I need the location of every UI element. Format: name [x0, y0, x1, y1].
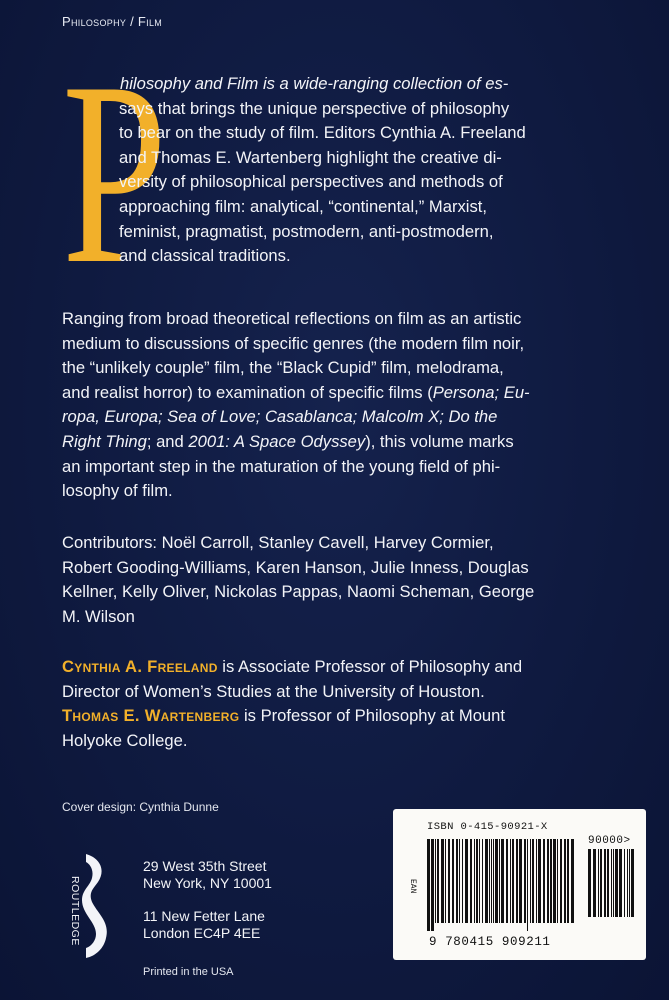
contributors-paragraph [62, 531, 642, 629]
editor-bio: is Associate Professor of Philosophy and [217, 657, 523, 676]
routledge-logo-icon [62, 852, 122, 962]
intro-line: and classical traditions. [119, 246, 291, 266]
contributors-line: Kellner, Kelly Oliver, Nickolas Pappas, Naomi Scheman, George [62, 582, 535, 602]
routledge-logo [62, 852, 122, 962]
barcode-digits: 9 780415 909211 [429, 935, 551, 949]
intro-line [120, 72, 639, 97]
film-title: 2001: A Space Odyssey [188, 431, 366, 451]
scope-line: Ranging from broad theoretical reflections on film as an artistic [62, 309, 522, 328]
ean-label: EAN [408, 879, 417, 894]
intro-line: says that brings the unique perspective of philosophy [119, 98, 510, 118]
intro-line-text: hilosophy and Film is a wide-ranging collection of es- [120, 74, 509, 93]
editor-line: Holyoke College. [62, 730, 188, 750]
editor-name: Cynthia A. Freeland [62, 657, 218, 676]
contributors-line: Robert Gooding-Williams, Karen Hanson, Julie Inness, Douglas [62, 557, 529, 577]
drop-cap-letter: P [62, 28, 167, 318]
addon-code: 90000> [588, 835, 631, 847]
address-line: 11 New Fetter Lane [143, 908, 265, 924]
intro-line: to bear on the study of film. Editors Cynthia A. Freeland [119, 123, 526, 143]
film-title: Right Thing [62, 431, 147, 451]
ean-barcode [427, 839, 577, 931]
intro-line: versity of philosophical perspectives and methods of [119, 172, 503, 192]
editor-line [62, 655, 642, 680]
contributors-line: M. Wilson [62, 606, 135, 626]
intro-line: approaching film: analytical, “continental,” Marxist, [119, 196, 487, 216]
editor-line [62, 704, 642, 729]
scope-text: ; and [146, 431, 189, 451]
film-title: Persona; Eu- [432, 382, 530, 402]
category-label: Philosophy / Film [62, 14, 163, 29]
cover-design-credit: Cover design: Cynthia Dunne [62, 800, 219, 814]
editor-name: Thomas E. Wartenberg [62, 706, 240, 726]
scope-line [62, 381, 642, 406]
scope-text: and realist horror) to examination of specific films ( [62, 382, 433, 402]
logo-wordmark: ROUTLEDGE [69, 876, 81, 946]
printed-in-label: Printed in the USA [143, 966, 234, 978]
scope-line: ropa, Europa; Sea of Love; Casablanca; Malcolm X; Do the [62, 407, 498, 427]
scope-text: ), this volume marks [365, 431, 514, 451]
intro-line: feminist, pragmatist, postmodern, anti-postmodern, [119, 221, 494, 241]
scope-line: losophy of film. [62, 481, 173, 501]
address-line: New York, NY 10001 [143, 875, 272, 891]
contributors-line: Contributors: Noël Carroll, Stanley Cavell, Harvey Cormier, [62, 533, 494, 552]
editor-line: Director of Women’s Studies at the University of Houston. [62, 681, 485, 701]
scope-line: an important step in the maturation of the young field of phi- [62, 456, 501, 476]
address-line: 29 West 35th Street [143, 858, 267, 874]
intro-line: and Thomas E. Wartenberg highlight the creative di- [119, 147, 502, 167]
intro-paragraph [119, 72, 639, 269]
scope-line [62, 430, 642, 455]
scope-paragraph [62, 307, 642, 504]
scope-line: the “unlikely couple” film, the “Black Cupid” film, melodrama, [62, 358, 504, 378]
editor-bio: is Professor of Philosophy at Mount [239, 706, 506, 726]
scope-line: medium to discussions of specific genres (the modern film noir, [62, 333, 525, 353]
publisher-address [143, 858, 272, 942]
barcode-panel [393, 809, 646, 960]
editors-paragraph [62, 655, 642, 753]
addon-barcode [588, 849, 634, 925]
address-line: London EC4P 4EE [143, 925, 261, 941]
isbn-text: ISBN 0-415-90921-X [427, 821, 548, 833]
